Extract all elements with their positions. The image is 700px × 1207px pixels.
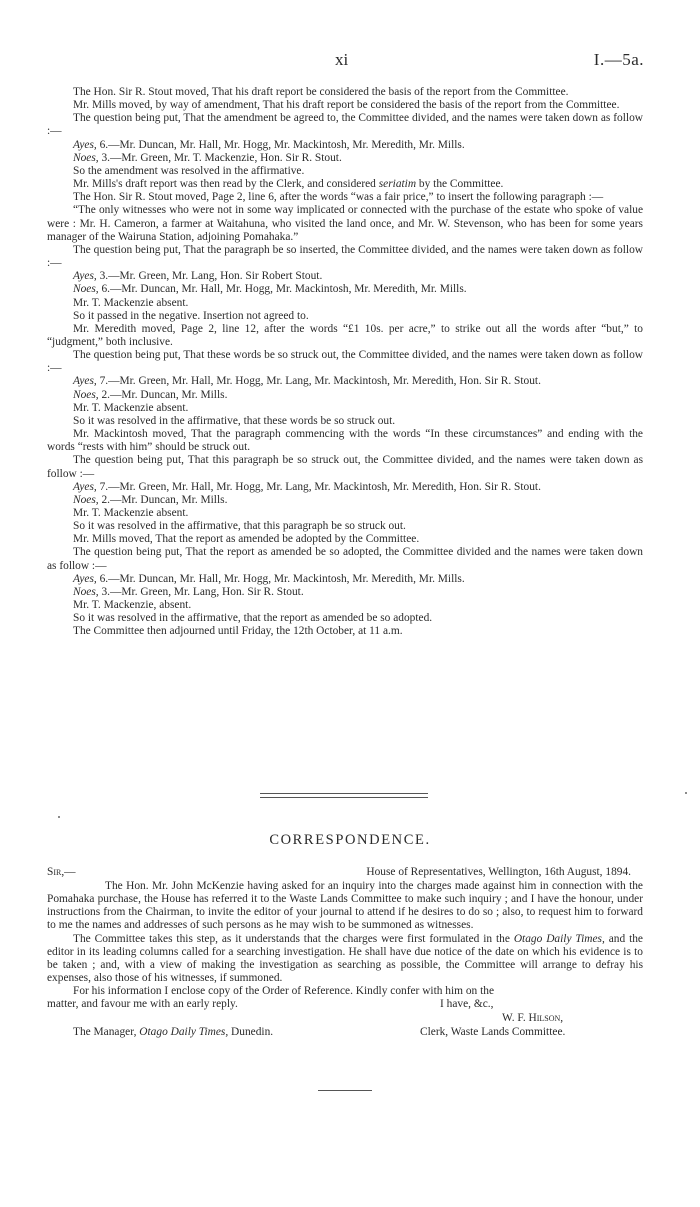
minutes-paragraph: So it was resolved in the affirmative, that the report as amended be so adopted. xyxy=(73,612,433,625)
minutes-paragraph: Mr. Mills moved, That the report as amended be adopted by the Committee. xyxy=(73,533,420,546)
letter-valediction: I have, &c., xyxy=(440,998,494,1011)
minutes-paragraph: So it passed in the negative. Insertion not agreed to. xyxy=(73,309,309,322)
minutes-paragraph: Mr. T. Mackenzie absent. xyxy=(73,296,189,309)
minutes-paragraph: Mr. Mills's draft report was then read by the Clerk, and considered seriatim by the Committee. xyxy=(73,178,504,191)
newspaper-name: Otago Daily Times, xyxy=(513,932,605,945)
minutes-paragraph: Mr. Mackintosh moved, That the paragraph commencing with the words “In these circumstances” and ending with the words “rests with him” should be struck out. xyxy=(47,428,643,454)
vote-record: Ayes, 3.—Mr. Green, Mr. Lang, Hon. Sir Robert Stout. xyxy=(73,270,323,283)
minutes-paragraph: Mr. T. Mackenzie absent. xyxy=(73,507,189,519)
letter-dateline: House of Representatives, Wellington, 16th August, 1894. xyxy=(366,866,631,878)
minutes-paragraph: Mr. Mills moved, by way of amendment, That his draft report be considered the basis of the report from the Committee. xyxy=(73,99,620,112)
minutes-paragraph: Mr. T. Mackenzie absent. xyxy=(73,401,189,414)
minutes-paragraph: The question being put, That these words be so struck out, the Committee divided, and the names were taken down as follow :— xyxy=(47,349,643,375)
section-divider-top xyxy=(260,793,428,794)
end-divider xyxy=(318,1090,372,1091)
minutes-paragraph: The question being put, That this paragraph be so struck out, the Committee divided, and the names were taken down as follow :— xyxy=(47,454,643,480)
minutes-paragraph: The question being put, That the amendment be agreed to, the Committee divided, and the names were taken down as follow :— xyxy=(47,112,643,138)
minutes-paragraph: The Committee then adjourned until Friday, the 12th October, at 11 a.m. xyxy=(73,625,403,638)
signer-title: Clerk, Waste Lands Committee. xyxy=(420,1026,566,1039)
minutes-paragraph: “The only witnesses who were not in some way implicated or connected with the purchase of the estate who spoke of value were : Mr. H. Cameron, a farmer at Waitahuna, who visited the land once, and Mr. W. Stevenson, who has been for some years manager of the Wairuna Station, adjoining Pomahaka.” xyxy=(47,204,643,243)
letter-addressee: The Manager, Otago Daily Times, Dunedin. xyxy=(73,1026,274,1039)
letter-paragraph-2: The Committee takes this step, as it understands that the charges were first formulated in the Otago Daily Times, and the editor in its leading columns called for a searching investigation. He shall have due notice of the date on which his evidence is to be taken ; and, with a view of making the investigation as searching as possible, the Committee will arrange to defray his expenses, also those of his witnesses, if summoned. xyxy=(47,932,643,985)
minutes-paragraph: So it was resolved in the affirmative, that these words be so struck out. xyxy=(73,414,396,427)
paper-code: I.—5a. xyxy=(593,50,644,69)
minutes-paragraph: The Hon. Sir R. Stout moved, Page 2, line 6, after the words “was a fair price,” to insert the following paragraph :— xyxy=(73,191,604,204)
committee-minutes xyxy=(47,86,643,639)
salutation: Sir,— xyxy=(47,866,76,878)
vote-record: Noes, 6.—Mr. Duncan, Mr. Hall, Mr. Hogg, Mr. Mackintosh, Mr. Meredith, Mr. Mills. xyxy=(73,283,467,296)
letter-paragraph-1: The Hon. Mr. John McKenzie having asked for an inquiry into the charges made against him in connection with the Pomahaka purchase, the House has referred it to the Waste Lands Committee to make such inquiry ; and I have the honour, under instructions from the Chairman, to invite the editor of your journal to attend if he desires to do so ; also, to request him to forward to me the names and addresses of such persons as he may wish to be summoned as witnesses. xyxy=(47,880,643,932)
minutes-paragraph: Mr. T. Mackenzie, absent. xyxy=(73,599,192,612)
letter xyxy=(47,866,643,1040)
vote-record: Noes, 2.—Mr. Duncan, Mr. Mills. xyxy=(73,493,228,506)
minutes-paragraph: So it was resolved in the affirmative, that this paragraph be so struck out. xyxy=(73,520,406,533)
minutes-paragraph: Mr. Meredith moved, Page 2, line 12, after the words “£1 10s. per acre,” to strike out all the words after “but,” to “judgment,” both inclusive. xyxy=(47,322,643,348)
vote-record: Ayes, 7.—Mr. Green, Mr. Hall, Mr. Hogg, Mr. Lang, Mr. Mackintosh, Mr. Meredith, Hon. Sir R. Stout. xyxy=(73,480,541,493)
vote-record: Noes, 2.—Mr. Duncan, Mr. Mills. xyxy=(73,388,228,401)
vote-record: Noes, 3.—Mr. Green, Mr. Lang, Hon. Sir R. Stout. xyxy=(73,585,304,598)
margin-speck xyxy=(58,816,60,818)
minutes-paragraph: The question being put, That the paragraph be so inserted, the Committee divided, and the names were taken down as follow :— xyxy=(47,243,643,270)
minutes-paragraph: The question being put, That the report as amended be so adopted, the Committee divided and the names were taken down as follow :— xyxy=(47,546,643,572)
vote-record: Ayes, 7.—Mr. Green, Mr. Hall, Mr. Hogg, Mr. Lang, Mr. Mackintosh, Mr. Meredith, Hon. Sir R. Stout. xyxy=(73,375,541,388)
vote-record: Ayes, 6.—Mr. Duncan, Mr. Hall, Mr. Hogg, Mr. Mackintosh, Mr. Meredith, Mr. Mills. xyxy=(73,572,465,585)
minutes-paragraph: The Hon. Sir R. Stout moved, That his draft report be considered the basis of the report from the Committee. xyxy=(73,86,569,98)
page-number: xi xyxy=(335,50,349,69)
vote-record: Noes, 3.—Mr. Green, Mr. T. Mackenzie, Hon. Sir R. Stout. xyxy=(73,151,342,164)
minutes-paragraph: So the amendment was resolved in the affirmative. xyxy=(73,164,305,177)
letter-paragraph-3: For his information I enclose copy of the Order of Reference. Kindly confer with him on the xyxy=(73,985,495,998)
letter-signature: W. F. Hilson, xyxy=(502,1012,564,1025)
margin-speck xyxy=(685,792,687,794)
correspondence-title: CORRESPONDENCE. xyxy=(269,832,431,848)
letter-closing-line: matter, and favour me with an early reply. xyxy=(47,998,238,1011)
vote-record: Ayes, 6.—Mr. Duncan, Mr. Hall, Mr. Hogg, Mr. Mackintosh, Mr. Meredith, Mr. Mills. xyxy=(73,138,465,151)
section-divider-bottom xyxy=(260,797,428,798)
page-header xyxy=(0,50,700,72)
